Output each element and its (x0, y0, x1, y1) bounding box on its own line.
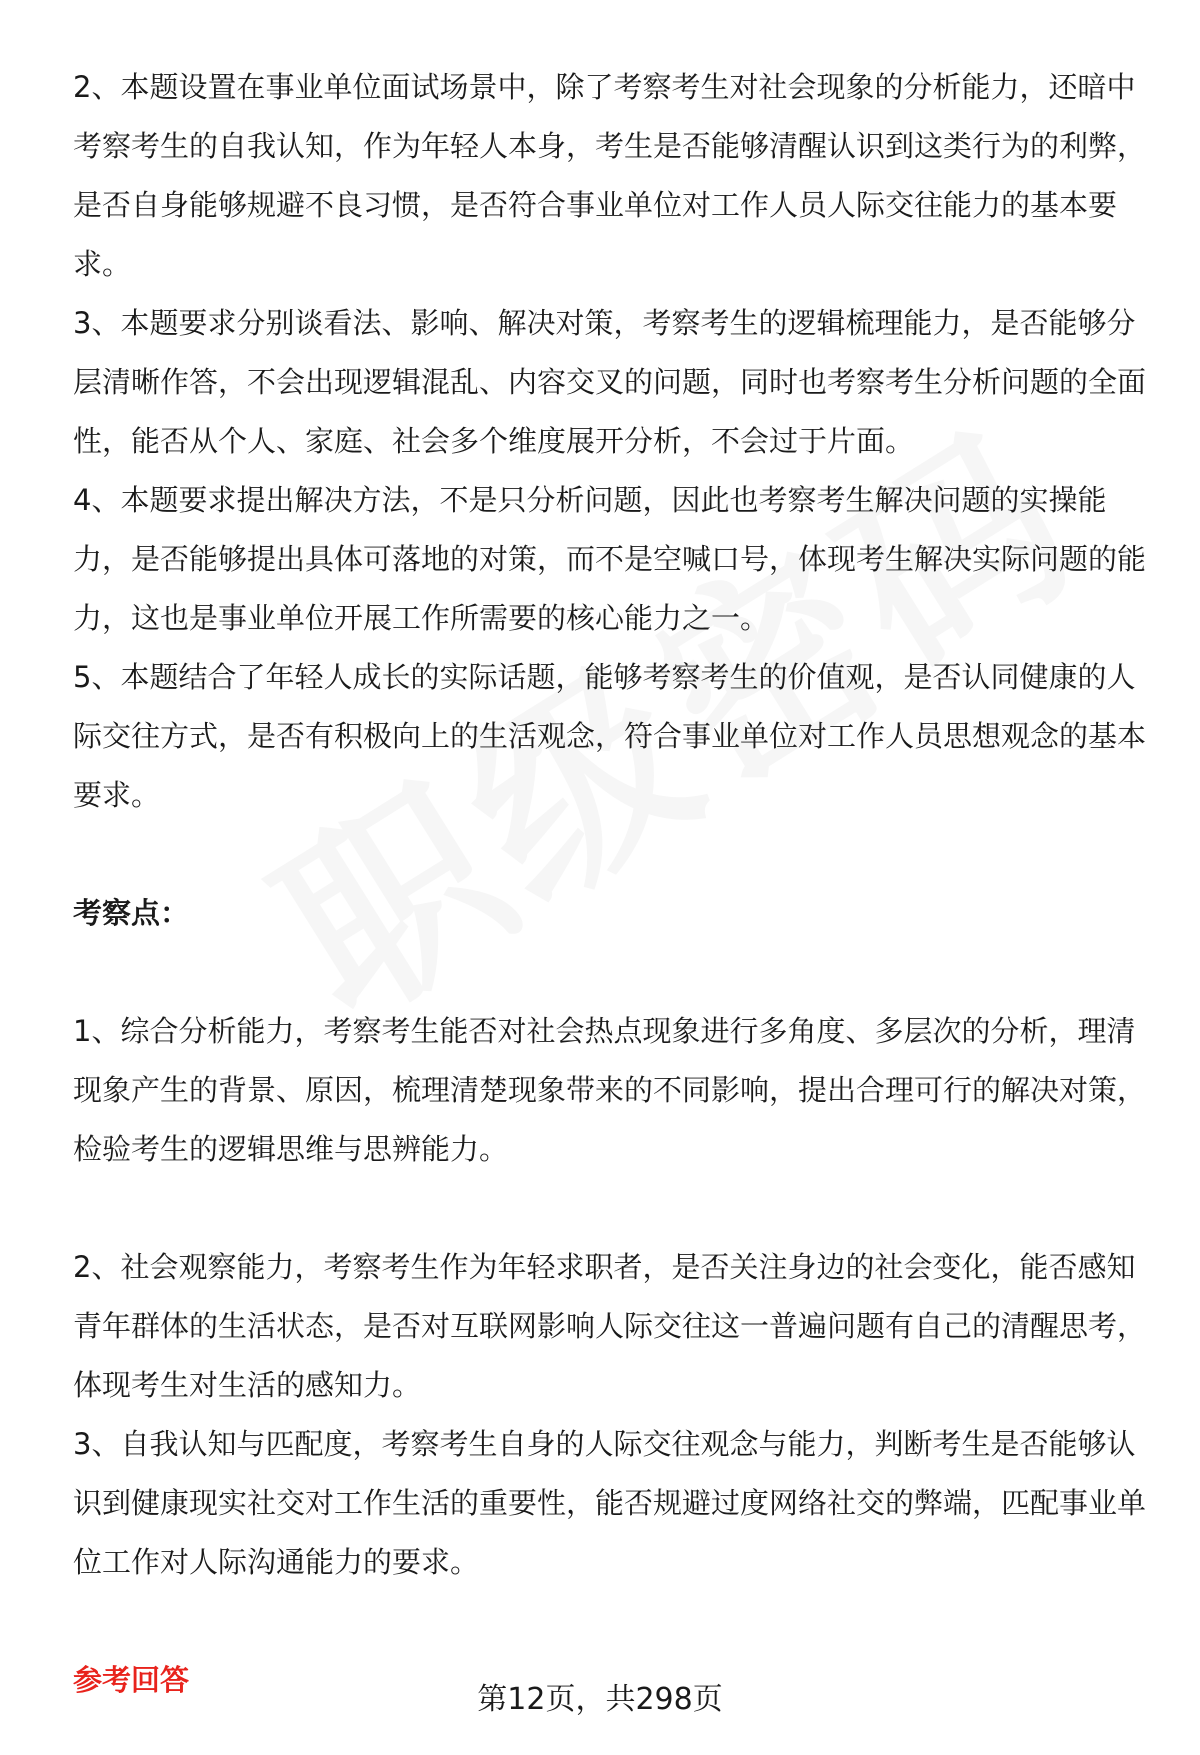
page-content (73, 58, 1148, 1710)
analysis-item-2: 2、本题设置在事业单位面试场景中，除了考察考生对社会现象的分析能力，还暗中考察考生的自我认知，作为年轻人本身，考生是否能够清醒认识到这类行为的利弊，是否自身能够规避不良习惯，是否符合事业单位对工作人员人际交往能力的基本要求。 (73, 70, 1147, 281)
spacer (73, 1592, 1148, 1651)
points-heading: 考察点： (73, 896, 190, 930)
spacer (73, 943, 1148, 1002)
analysis-item-3: 3、本题要求分别谈看法、影响、解决对策，考察考生的逻辑梳理能力，是否能够分层清晰作答，不会出现逻辑混乱、内容交叉的问题，同时也考察考生分析问题的全面性，能否从个人、家庭、社会多个维度展开分析，不会过于片面。 (73, 306, 1147, 458)
analysis-item-5: 5、本题结合了年轻人成长的实际话题，能够考察考生的价值观，是否认同健康的人际交往方式，是否有积极向上的生活观念，符合事业单位对工作人员思想观念的基本要求。 (73, 660, 1147, 812)
points-item-2: 2、社会观察能力，考察考生作为年轻求职者，是否关注身边的社会变化，能否感知青年群体的生活状态，是否对互联网影响人际交往这一普遍问题有自己的清醒思考，体现考生对生活的感知力。 (73, 1250, 1147, 1402)
spacer (73, 1179, 1148, 1238)
points-item-1: 1、综合分析能力，考察考生能否对社会热点现象进行多角度、多层次的分析，理清现象产生的背景、原因，梳理清楚现象带来的不同影响，提出合理可行的解决对策，检验考生的逻辑思维与思辨能力。 (73, 1014, 1147, 1166)
answer-heading: 参考回答 (73, 1663, 190, 1697)
points-item-3: 3、自我认知与匹配度，考察考生自身的人际交往观念与能力，判断考生是否能够认识到健康现实社交对工作生活的重要性，能否规避过度网络社交的弊端，匹配事业单位工作对人际沟通能力的要求。 (73, 1427, 1147, 1579)
analysis-item-4: 4、本题要求提出解决方法，不是只分析问题，因此也考察考生解决问题的实操能力，是否能够提出具体可落地的对策，而不是空喊口号，体现考生解决实际问题的能力，这也是事业单位开展工作所需要的核心能力之一。 (73, 483, 1147, 635)
page-footer: 第12页，共298页 (477, 1682, 723, 1717)
spacer (73, 825, 1148, 884)
